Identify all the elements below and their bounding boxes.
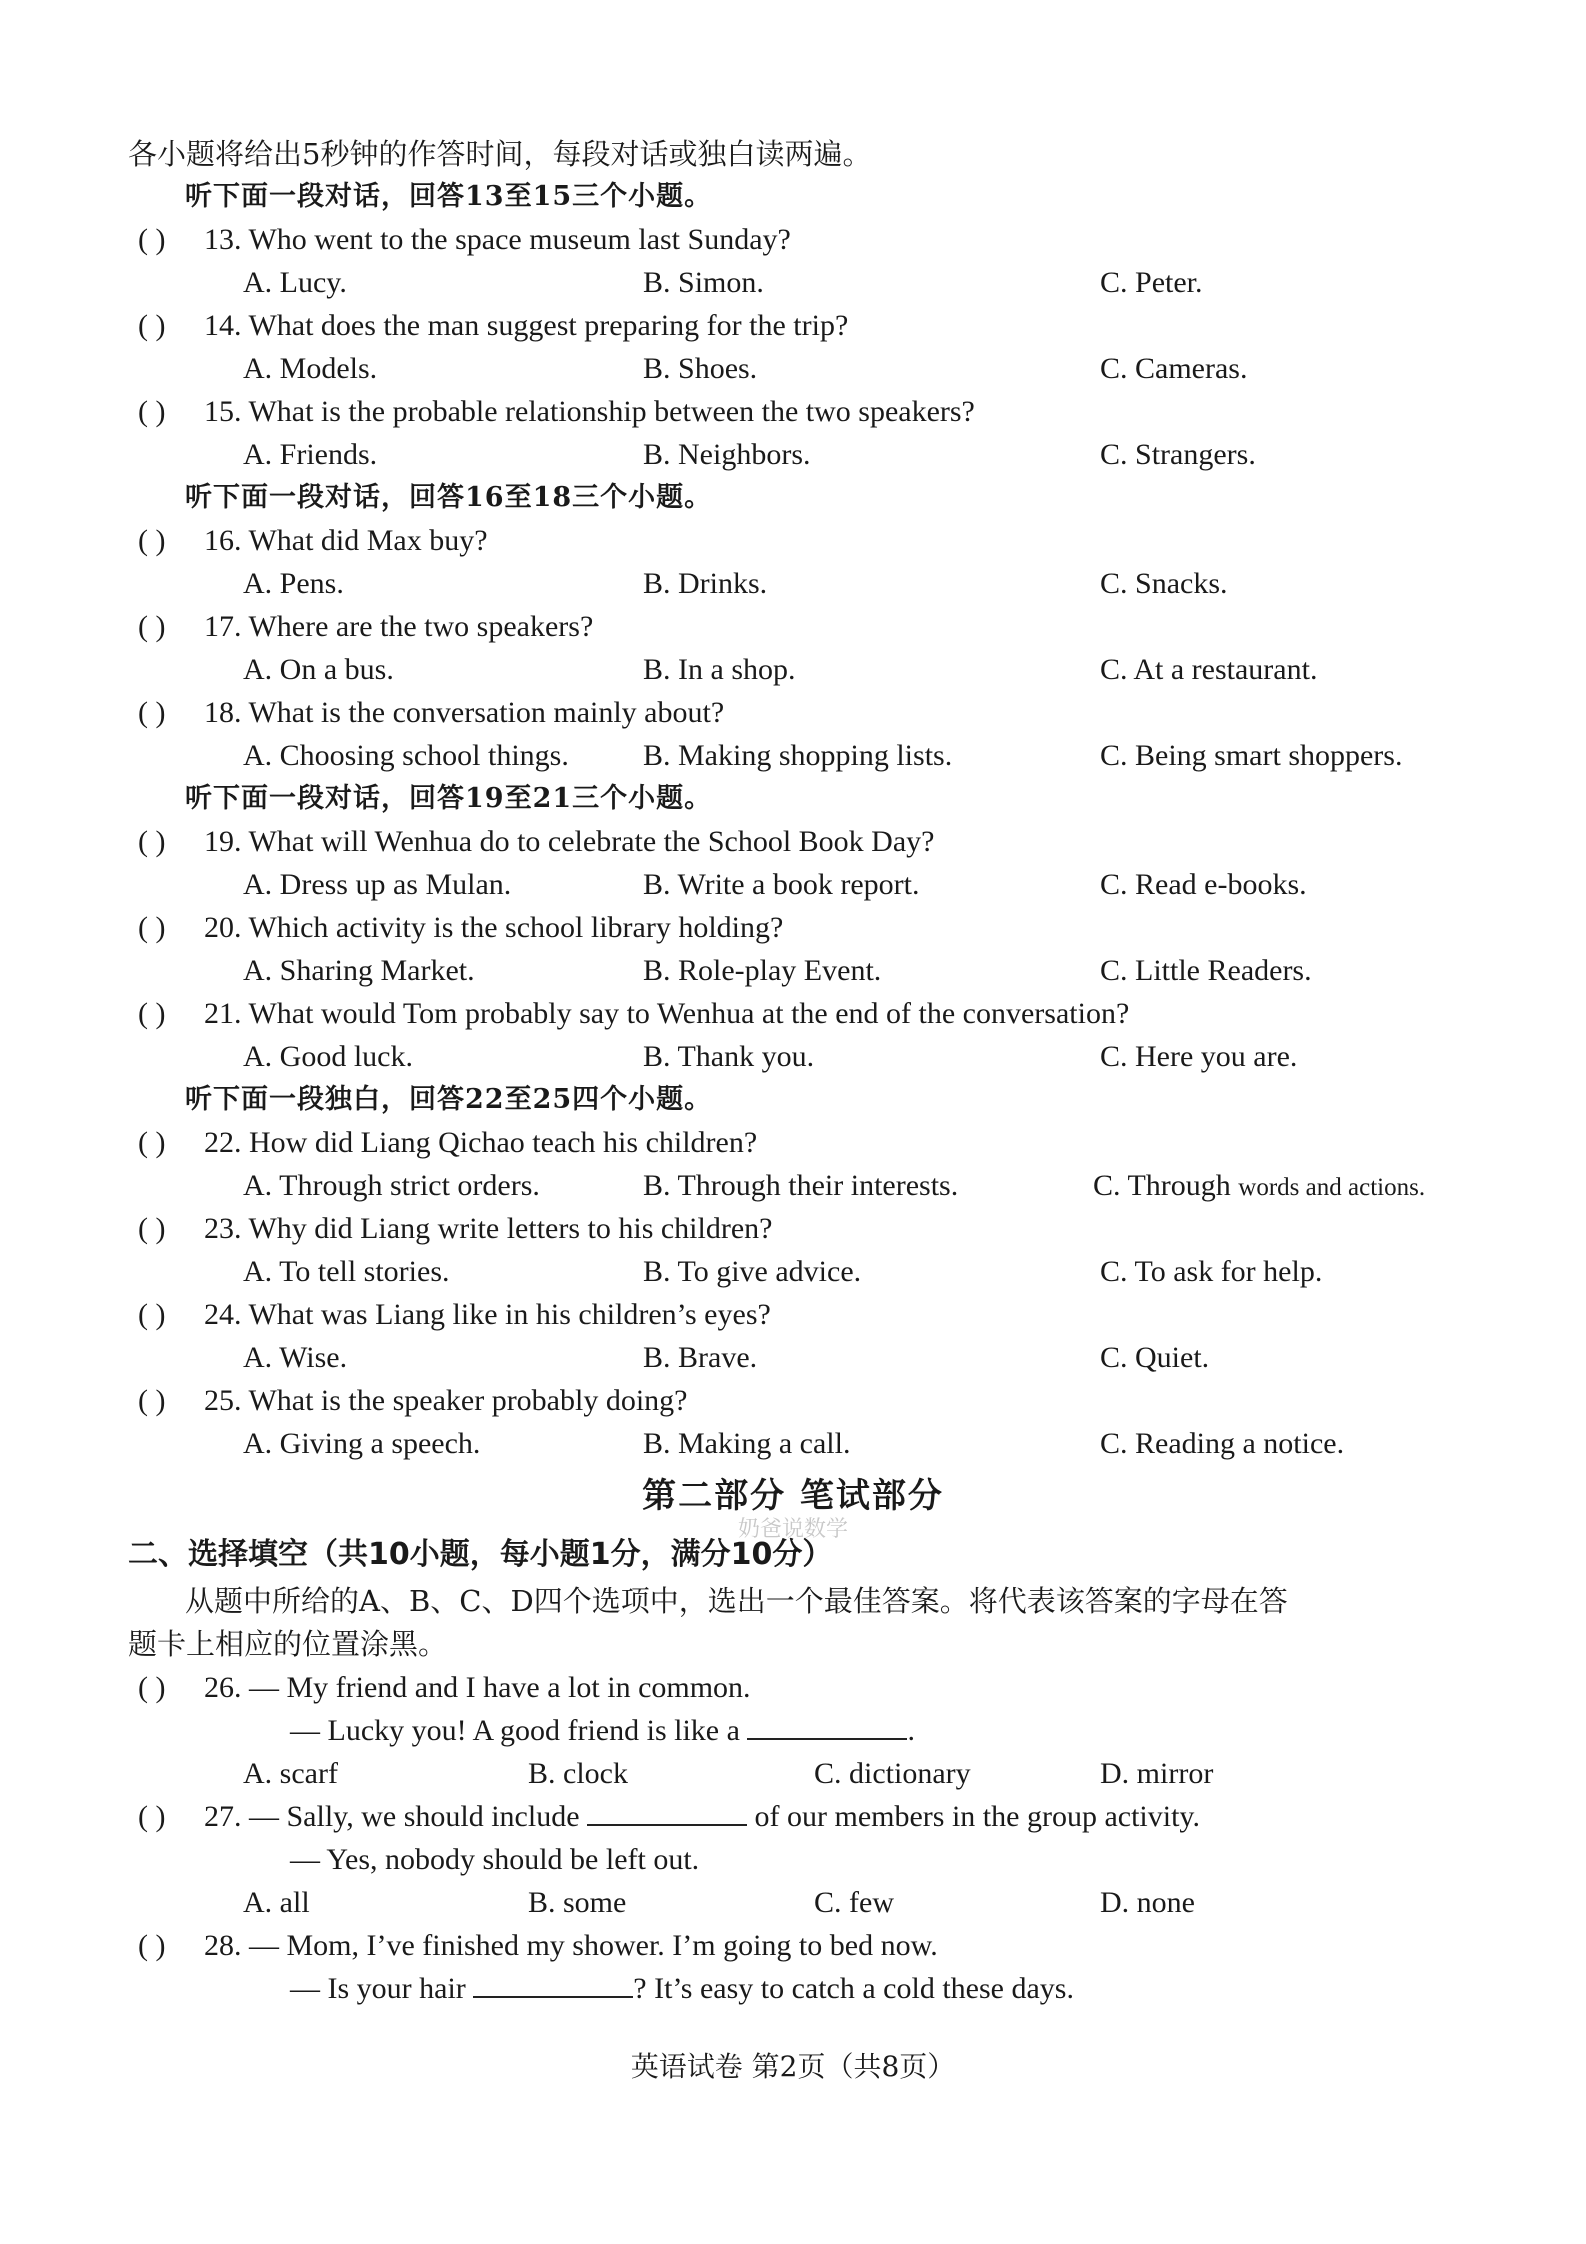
question-20: [138, 907, 783, 949]
question-text: 20. Which activity is the school library holding?: [204, 911, 784, 944]
question-27: [138, 1796, 1200, 1838]
option-c: C. Quiet.: [1100, 1341, 1210, 1374]
question-14: [138, 305, 848, 347]
option-c: C. Peter.: [1100, 266, 1203, 299]
option-b: B. Making a call.: [643, 1427, 851, 1460]
question-15: [138, 391, 975, 433]
question-22: [138, 1122, 757, 1164]
answer-paren: ( ): [138, 309, 166, 342]
answer-paren: ( ): [138, 1298, 166, 1331]
option-b: B. Write a book report.: [643, 868, 920, 901]
reply-text: — Lucky you! A good friend is like a: [290, 1714, 740, 1747]
option-c: C. Reading a notice.: [1100, 1427, 1345, 1460]
question-27-reply: — Yes, nobody should be left out.: [290, 1843, 700, 1876]
option-a: A. Giving a speech.: [243, 1427, 481, 1460]
question-text-cont: of our members in the group activity.: [754, 1800, 1200, 1833]
question-16: [138, 520, 488, 562]
option-b: B. To give advice.: [643, 1255, 862, 1288]
answer-paren: ( ): [138, 223, 166, 256]
option-c-tail: words and actions.: [1238, 1174, 1426, 1201]
section-instruction: 听下面一段对话，回答19至21三个小题。: [185, 783, 713, 814]
option-b: B. Shoes.: [643, 352, 758, 385]
option-a: A. Lucy.: [243, 266, 347, 299]
answer-paren: ( ): [138, 825, 166, 858]
question-text: 28. — Mom, I’ve finished my shower. I’m going to bed now.: [204, 1929, 938, 1962]
answer-paren: ( ): [138, 1929, 166, 1962]
question-text: 14. What does the man suggest preparing for the trip?: [204, 309, 849, 342]
answer-paren: ( ): [138, 997, 166, 1030]
question-text: 16. What did Max buy?: [204, 524, 488, 557]
part-two-heading: 二、选择填空（共10小题，每小题1分，满分10分）: [128, 1537, 833, 1572]
part-two-instruction: 从题中所给的A、B、C、D四个选项中，选出一个最佳答案。将代表该答案的字母在答: [185, 1584, 1288, 1618]
option-d: D. mirror: [1100, 1757, 1214, 1790]
question-28-reply: [290, 1968, 1074, 2010]
answer-paren: ( ): [138, 911, 166, 944]
option-a: A. Through strict orders.: [243, 1169, 540, 1202]
question-26-reply: [290, 1710, 915, 1752]
answer-blank: [587, 1796, 747, 1826]
option-a: A. Choosing school things.: [243, 739, 569, 772]
option-c: C. few: [814, 1886, 894, 1919]
option-c: [1093, 1165, 1425, 1209]
option-b: B. Drinks.: [643, 567, 768, 600]
question-text: 26. — My friend and I have a lot in common.: [204, 1671, 751, 1704]
option-c: C. Here you are.: [1100, 1040, 1298, 1073]
option-c: C. Being smart shoppers.: [1100, 739, 1403, 772]
question-25: [138, 1380, 688, 1422]
answer-paren: ( ): [138, 1671, 166, 1704]
answer-paren: ( ): [138, 1800, 166, 1833]
question-24: [138, 1294, 771, 1336]
question-text: 23. Why did Liang write letters to his children?: [204, 1212, 773, 1245]
option-b: B. Making shopping lists.: [643, 739, 953, 772]
reply-end: ? It’s easy to catch a cold these days.: [633, 1972, 1074, 2005]
answer-paren: ( ): [138, 1212, 166, 1245]
part-two-instruction-cont: 题卡上相应的位置涂黑。: [128, 1627, 448, 1661]
option-c: C. Cameras.: [1100, 352, 1248, 385]
option-c: C. Read e-books.: [1100, 868, 1307, 901]
option-b: B. Brave.: [643, 1341, 758, 1374]
option-c: C. dictionary: [814, 1757, 971, 1790]
option-a: A. To tell stories.: [243, 1255, 450, 1288]
option-a: A. scarf: [243, 1757, 338, 1790]
option-a: A. Good luck.: [243, 1040, 413, 1073]
reply-text: — Is your hair: [290, 1972, 466, 2005]
question-28: [138, 1925, 938, 1967]
question-text: 13. Who went to the space museum last Sunday?: [204, 223, 791, 256]
option-b: B. In a shop.: [643, 653, 796, 686]
part-two-title: 第二部分 笔试部分: [642, 1476, 944, 1516]
option-c: C. To ask for help.: [1100, 1255, 1323, 1288]
question-23: [138, 1208, 772, 1250]
question-text: 19. What will Wenhua do to celebrate the School Book Day?: [204, 825, 935, 858]
answer-blank: [473, 1968, 633, 1998]
option-b: B. Role-play Event.: [643, 954, 882, 987]
question-text: 15. What is the probable relationship between the two speakers?: [204, 395, 975, 428]
question-text: 21. What would Tom probably say to Wenhua at the end of the conversation?: [204, 997, 1130, 1030]
option-a: A. Friends.: [243, 438, 378, 471]
answer-blank: [747, 1710, 907, 1740]
question-19: [138, 821, 934, 863]
section-instruction: 听下面一段对话，回答13至15三个小题。: [185, 181, 713, 212]
question-26: [138, 1667, 751, 1709]
page-footer: 英语试卷 第2页（共8页）: [630, 2050, 956, 2083]
option-b: B. Thank you.: [643, 1040, 815, 1073]
option-b: B. clock: [528, 1757, 628, 1790]
question-text: 22. How did Liang Qichao teach his children?: [204, 1126, 758, 1159]
option-a: A. all: [243, 1886, 310, 1919]
question-17: [138, 606, 593, 648]
option-a: A. Wise.: [243, 1341, 348, 1374]
option-d: D. none: [1100, 1886, 1195, 1919]
option-c: C. Little Readers.: [1100, 954, 1312, 987]
option-a: A. Pens.: [243, 567, 344, 600]
option-b: B. Through their interests.: [643, 1169, 959, 1202]
watermark: 奶爸说数学: [737, 1517, 848, 1542]
option-a: A. Models.: [243, 352, 378, 385]
option-c: C. Strangers.: [1100, 438, 1256, 471]
option-b: B. Neighbors.: [643, 438, 811, 471]
answer-paren: ( ): [138, 395, 166, 428]
section-instruction: 听下面一段独白，回答22至25四个小题。: [185, 1084, 713, 1115]
answer-paren: ( ): [138, 696, 166, 729]
option-a: A. Dress up as Mulan.: [243, 868, 512, 901]
question-text: 24. What was Liang like in his children’s eyes?: [204, 1298, 771, 1331]
question-21: [138, 993, 1129, 1035]
question-text: 25. What is the speaker probably doing?: [204, 1384, 688, 1417]
option-c-head: C. Through: [1093, 1169, 1231, 1202]
option-c: C. Snacks.: [1100, 567, 1228, 600]
answer-paren: ( ): [138, 610, 166, 643]
option-a: A. On a bus.: [243, 653, 394, 686]
option-b: B. Simon.: [643, 266, 764, 299]
option-c: C. At a restaurant.: [1100, 653, 1318, 686]
section-instruction: 听下面一段对话，回答16至18三个小题。: [185, 482, 713, 513]
reply-end: .: [907, 1714, 915, 1747]
listening-intro: 各小题将给出5秒钟的作答时间，每段对话或独白读两遍。: [128, 137, 872, 171]
answer-paren: ( ): [138, 1126, 166, 1159]
option-b: B. some: [528, 1886, 627, 1919]
answer-paren: ( ): [138, 524, 166, 557]
answer-paren: ( ): [138, 1384, 166, 1417]
question-text: 17. Where are the two speakers?: [204, 610, 594, 643]
question-13: [138, 219, 791, 261]
question-18: [138, 692, 724, 734]
question-text: 18. What is the conversation mainly about?: [204, 696, 725, 729]
question-text: 27. — Sally, we should include: [204, 1800, 580, 1833]
option-a: A. Sharing Market.: [243, 954, 475, 987]
